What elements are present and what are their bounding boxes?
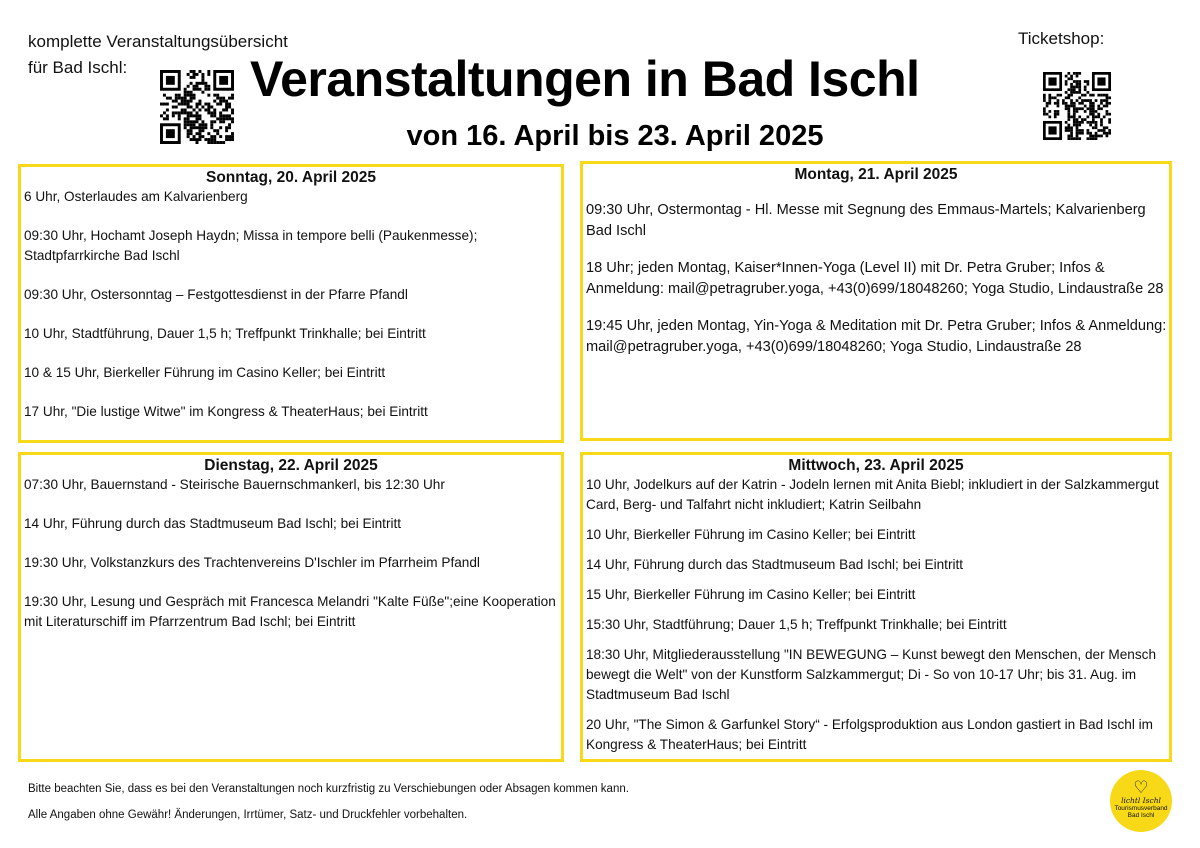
event-entry: 19:30 Uhr, Lesung und Gespräch mit Francesca Melandri "Kalte Füße";eine Kooperation mit Literaturschiff im Pfarrzentrum Bad Ischl; bei Eintritt <box>24 594 556 629</box>
heart-icon: ♡ <box>1133 778 1149 797</box>
event-entry: 19:30 Uhr, Volkstanzkurs des Trachtenvereins D'Ischler im Pfarrheim Pfandl <box>24 555 480 570</box>
page-subtitle: von 16. April bis 23. April 2025 <box>406 120 824 152</box>
event-entry: 15:30 Uhr, Stadtführung; Dauer 1,5 h; Treffpunkt Trinkhalle; bei Eintritt <box>586 617 1007 632</box>
day-heading: Sonntag, 20. April 2025 <box>206 169 376 186</box>
event-list <box>583 475 1169 755</box>
event-entry: 10 Uhr, Jodelkurs auf der Katrin - Jodeln lernen mit Anita Biebl; inkludiert in der Salzkammergut Card, Berg- und Talfahrt nicht inkludiert; Katrin Seilbahn <box>586 477 1159 512</box>
event-entry: 18:30 Uhr, Mitgliederausstellung "IN BEWEGUNG – Kunst bewegt den Menschen, der Mensch bewegt die Welt" von der Kunstform Salzkammergut; Di - So von 10-17 Uhr; bis 31. Aug. im Stadtmuseum Bad Ischl <box>586 647 1157 702</box>
event-entry: 10 Uhr, Stadtführung, Dauer 1,5 h; Treffpunkt Trinkhalle; bei Eintritt <box>24 326 426 341</box>
event-entry: 14 Uhr, Führung durch das Stadtmuseum Bad Ischl; bei Eintritt <box>586 557 964 572</box>
day-box-sunday <box>18 164 564 443</box>
event-entry: 18 Uhr; jeden Montag, Kaiser*Innen-Yoga (Level II) mit Dr. Petra Gruber; Infos & Anmeldung: mail@petragruber.yoga, +43(0)699/18048260; Yoga Studio, Lindaustraße 28 <box>586 260 1164 297</box>
ticketshop-qr-code-icon[interactable] <box>1043 72 1111 140</box>
logo-line-2: Bad Ischl <box>1127 812 1155 819</box>
event-entry: 10 & 15 Uhr, Bierkeller Führung im Casino Keller; bei Eintritt <box>24 365 386 380</box>
event-entry: 07:30 Uhr, Bauernstand - Steirische Bauernschmankerl, bis 12:30 Uhr <box>24 477 445 492</box>
event-entry: 20 Uhr, "The Simon & Garfunkel Story“ - Erfolgsproduktion aus London gastiert in Bad Ischl im Kongress & TheaterHaus; bei Eintritt <box>586 717 1153 752</box>
event-list <box>21 475 561 632</box>
day-heading: Dienstag, 22. April 2025 <box>204 457 378 474</box>
event-entry: 14 Uhr, Führung durch das Stadtmuseum Bad Ischl; bei Eintritt <box>24 516 402 531</box>
disclaimer-note: Bitte beachten Sie, dass es bei den Veranstaltungen noch kurzfristig zu Verschiebungen oder Absagen kommen kann. <box>28 783 629 795</box>
logo-line-1: Tourismusverband <box>1114 805 1168 812</box>
event-list <box>583 200 1169 358</box>
day-heading: Mittwoch, 23. April 2025 <box>788 457 964 474</box>
tourism-logo[interactable] <box>1110 770 1172 832</box>
event-entry: 15 Uhr, Bierkeller Führung im Casino Keller; bei Eintritt <box>586 587 916 602</box>
event-list <box>21 187 561 422</box>
disclaimer-warranty: Alle Angaben ohne Gewähr! Änderungen, Irrtümer, Satz- und Druckfehler vorbehalten. <box>28 809 468 821</box>
event-entry: 09:30 Uhr, Ostersonntag – Festgottesdienst in der Pfarre Pfandl <box>24 287 408 302</box>
day-box-monday <box>580 161 1172 441</box>
intro-text <box>28 29 288 81</box>
page-title: Veranstaltungen in Bad Ischl <box>250 51 920 107</box>
day-heading: Montag, 21. April 2025 <box>794 166 958 183</box>
event-entry: 09:30 Uhr, Hochamt Joseph Haydn; Missa in tempore belli (Paukenmesse); Stadtpfarrkirche Bad Ischl <box>24 228 478 263</box>
intro-line-1: komplette Veranstaltungsübersicht <box>28 32 288 51</box>
event-entry: 10 Uhr, Bierkeller Führung im Casino Keller; bei Eintritt <box>586 527 916 542</box>
day-box-wednesday <box>580 452 1172 762</box>
event-entry: 6 Uhr, Osterlaudes am Kalvarienberg <box>24 189 248 204</box>
event-entry: 09:30 Uhr, Ostermontag - Hl. Messe mit Segnung des Emmaus-Martels; Kalvarienberg Bad Ischl <box>586 202 1146 239</box>
day-box-tuesday <box>18 452 564 762</box>
ticketshop-label: Ticketshop: <box>1018 29 1105 48</box>
logo-brand: lichtl Ischl <box>1121 796 1161 805</box>
event-entry: 17 Uhr, "Die lustige Witwe" im Kongress & TheaterHaus; bei Eintritt <box>24 404 428 419</box>
event-entry: 19:45 Uhr, jeden Montag, Yin-Yoga & Meditation mit Dr. Petra Gruber; Infos & Anmeldung: mail@petragruber.yoga, +43(0)699/18048260; Yoga Studio, Lindaustraße 28 <box>586 318 1167 355</box>
intro-line-2: für Bad Ischl: <box>28 58 128 77</box>
